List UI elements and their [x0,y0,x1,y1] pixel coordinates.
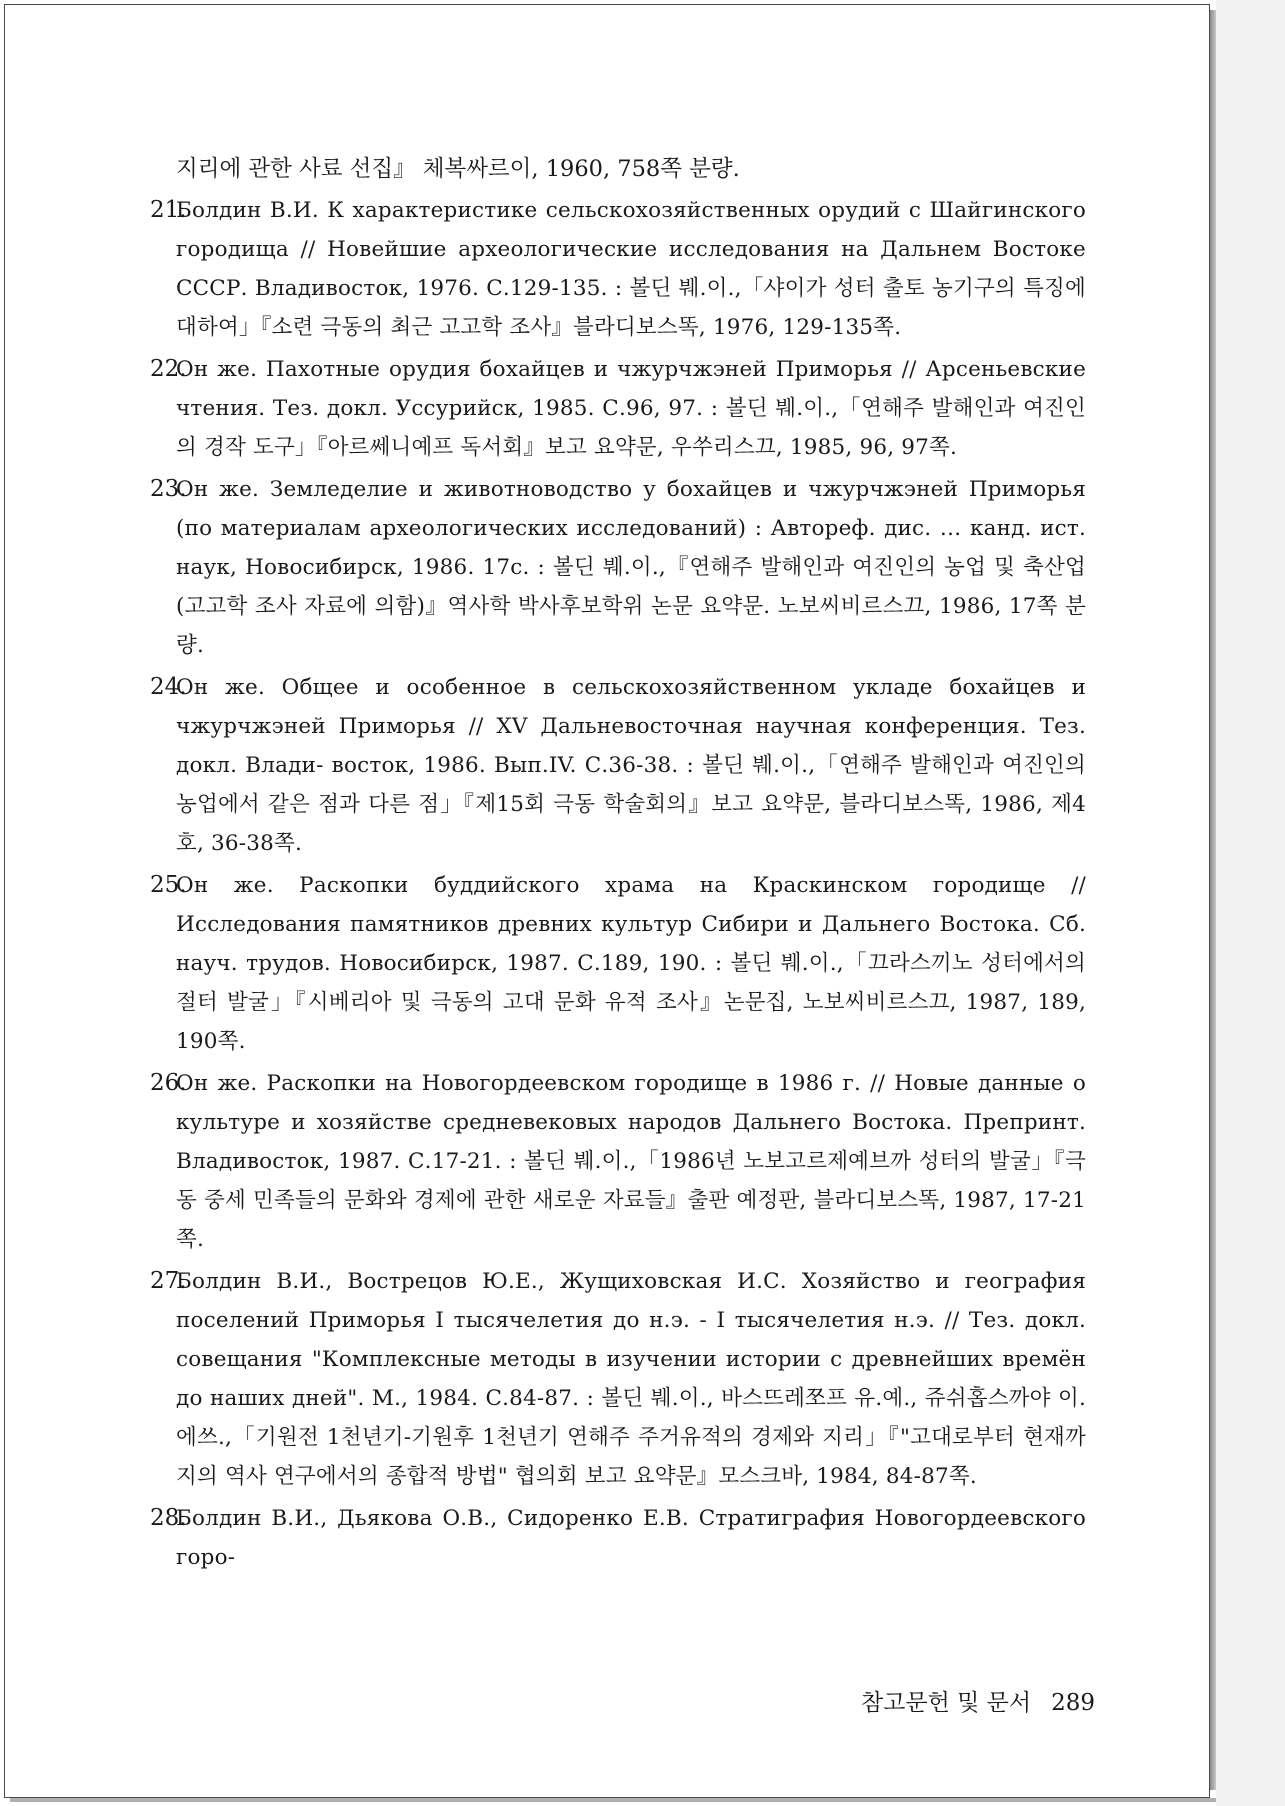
section-title: 참고문헌 및 문서 [860,1690,1032,1716]
reference-entry-21 [150,191,1086,347]
reference-text: Болдин В.И., Дьякова О.В., Сидоренко Е.В. Стратиграфия Новогордеевского горо- [176,1506,1086,1570]
reference-text: Болдин В.И. К характеристике сельскохозяйственных орудий с Шайгинского городища // Новейшие археологические исследования на Дальнем Востоке СССР. Владивосток, 1976. С.129-135. : 볼딘 붸.이.,「샤이가 성터 출토 농기구의 특징에 대하여」『소련 극동의 최근 고고학 조사』블라디보스똑, 1976, 129-135쪽. [176,198,1086,340]
reference-entry-25 [150,866,1086,1061]
reference-number: 24. [150,674,187,700]
reference-text: Он же. Пахотные орудия бохайцев и чжурчжэней Приморья // Арсеньевские чтения. Тез. докл. Уссурийск, 1985. С.96, 97. : 볼딘 붸.이.,「연해주 발해인과 여진인의 경작 도구」『아르쎄니예프 독서회』보고 요약문, 우쑤리스끄, 1985, 96, 97쪽. [176,357,1086,460]
page-footer [861,1684,1095,1717]
page-number: 289 [1051,1690,1095,1716]
reference-entry-22 [150,350,1086,467]
reference-number: 25. [150,872,187,898]
reference-text: Он же. Раскопки на Новогордеевском городище в 1986 г. // Новые данные о культуре и хозяйстве средневековых народов Дальнего Востока. Препринт. Владивосток, 1987. С.17-21. : 볼딘 붸.이.,「1986년 노보고르제예브까 성터의 발굴」『극동 중세 민족들의 문화와 경제에 관한 새로운 자료들』출판 예정판, 블라디보스똑, 1987, 17-21쪽. [176,1071,1086,1252]
reference-number: 21. [150,197,187,223]
reference-entry-27 [150,1262,1086,1496]
reference-number: 22. [150,356,187,382]
page-bottom-shadow [10,1798,1216,1802]
reference-text: Болдин В.И., Вострецов Ю.Е., Жущиховская И.С. Хозяйство и география поселений Приморья I тысячелетия до н.э. - I тысячелетия н.э. // Тез. докл. совещания "Комплексные методы в изучении истории с древнейших времён до наших дней". М., 1984. С.84-87. : 볼딘 붸.이., 바스뜨레쪼프 유.예., 쥬쉬홉스까야 이.에쓰.,「기원전 1천년기-기원후 1천년기 연해주 주거유적의 경제와 지리」『"고대로부터 현재까지의 역사 연구에서의 종합적 방법" 협의회 보고 요약문』모스크바, 1984, 84-87쪽. [176,1269,1086,1489]
reference-entry-23 [150,470,1086,665]
reference-number: 26. [150,1070,187,1096]
viewer-margin [1216,0,1285,1806]
reference-entry-28 [150,1499,1086,1577]
reference-number: 23. [150,476,187,502]
reference-number: 27. [150,1268,187,1294]
reference-entry-24 [150,668,1086,863]
reference-number: 28. [150,1505,187,1531]
reference-text: Он же. Раскопки буддийского храма на Краскинском городище // Исследования памятников древних культур Сибири и Дальнего Востока. Сб. науч. трудов. Новосибирск, 1987. С.189, 190. : 볼딘 붸.이.,「끄라스끼노 성터에서의 절터 발굴」『시베리아 및 극동의 고대 문화 유적 조사』논문집, 노보씨비르스끄, 1987, 189, 190쪽. [176,873,1086,1054]
reference-text: Он же. Общее и особенное в сельскохозяйственном укладе бохайцев и чжурчжэней Приморья // XV Дальневосточная научная конференция. Тез. докл. Влади- восток, 1986. Вып.IV. С.36-38. : 볼딘 붸.이.,「연해주 발해인과 여진인의 농업에서 같은 점과 다른 점」『제15회 극동 학술회의』보고 요약문, 블라디보스똑, 1986, 제4호, 36-38쪽. [176,675,1086,856]
reference-entry-26 [150,1064,1086,1259]
reference-list [150,150,1086,1580]
reference-text: Он же. Земледелие и животноводство у бохайцев и чжурчжэней Приморья (по материалам археологических исследований) : Автореф. дис. … канд. ист. наук, Новосибирск, 1986. 17с. : 볼딘 붸.이.,『연해주 발해인과 여진인의 농업 및 축산업(고고학 조사 자료에 의함)』역사학 박사후보학위 논문 요약문. 노보씨비르스끄, 1986, 17쪽 분량. [176,477,1086,658]
continued-reference-text: 지리에 관한 사료 선집』 체복싸르이, 1960, 758쪽 분량. [176,156,740,182]
